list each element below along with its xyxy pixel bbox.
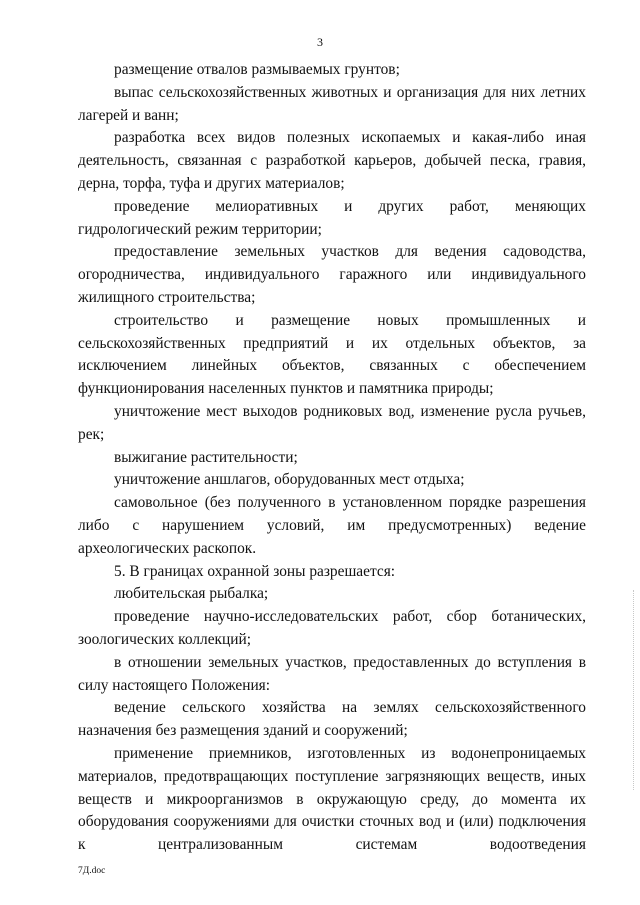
paragraph-mining: разработка всех видов полезных ископаемых и какая-либо иная деятельность, связанная с разработкой карьеров, добычей песка, гравия, дерна, торфа, туфа и других материалов;	[78, 129, 586, 192]
paragraph-dumps: размещение отвалов размываемых грунтов;	[114, 61, 400, 78]
paragraph-springs: уничтожение мест выходов родниковых вод, изменение русла ручьев, рек;	[78, 402, 586, 443]
paragraph-receivers: применение приемников, изготовленных из водонепроницаемых материалов, предотвращающих поступление загрязняющих веществ, иных веществ и микроорганизмов в окружающую среду, до момента их оборудования сооружениями для очистки сточных вод и (или) подключения к централизованным системам водоотведения	[78, 744, 586, 854]
paragraph-grazing: выпас сельскохозяйственных животных и организация для них летних лагерей и ванн;	[78, 83, 586, 124]
paragraph-fishing: любительская рыбалка;	[114, 585, 269, 603]
footer-filename: 7Д.doc	[78, 866, 106, 876]
section-heading-allowed: 5. В границах охранной зоны разрешается:	[114, 562, 396, 580]
scan-edge-marks	[631, 590, 634, 790]
document-body	[78, 59, 586, 857]
paragraph-excavations: самовольное (без полученного в установленном порядке разрешения либо с нарушением условий, им предусмотренных) ведение археологических раскопок.	[78, 494, 586, 557]
paragraph-construction: строительство и размещение новых промышленных и сельскохозяйственных предприятий и их отдельных объектов, за исключением линейных объектов, связанных с обеспечением функционирования населенных пунктов и памятника природы;	[78, 311, 586, 398]
paragraph-agriculture: ведение сельского хозяйства на землях сельскохозяйственного назначения без размещения зданий и сооружений;	[78, 699, 586, 740]
paragraph-burning: выжигание растительности;	[114, 448, 298, 466]
paragraph-research: проведение научно-исследовательских работ, сбор ботанических, зоологических коллекций;	[78, 608, 586, 648]
paragraph-melioration: проведение мелиоративных и других работ, меняющих гидрологический режим территории;	[78, 197, 586, 238]
paragraph-signs: уничтожение аншлагов, оборудованных мест отдыха;	[114, 471, 465, 489]
page-number: 3	[317, 35, 323, 49]
paragraph-prior-plots: в отношении земельных участков, предоставленных до вступления в силу настоящего Положения:	[78, 653, 586, 694]
paragraph-land-plots: предоставление земельных участков для ведения садоводства, огородничества, индивидуального гаражного или индивидуального жилищного строительства;	[78, 243, 586, 306]
